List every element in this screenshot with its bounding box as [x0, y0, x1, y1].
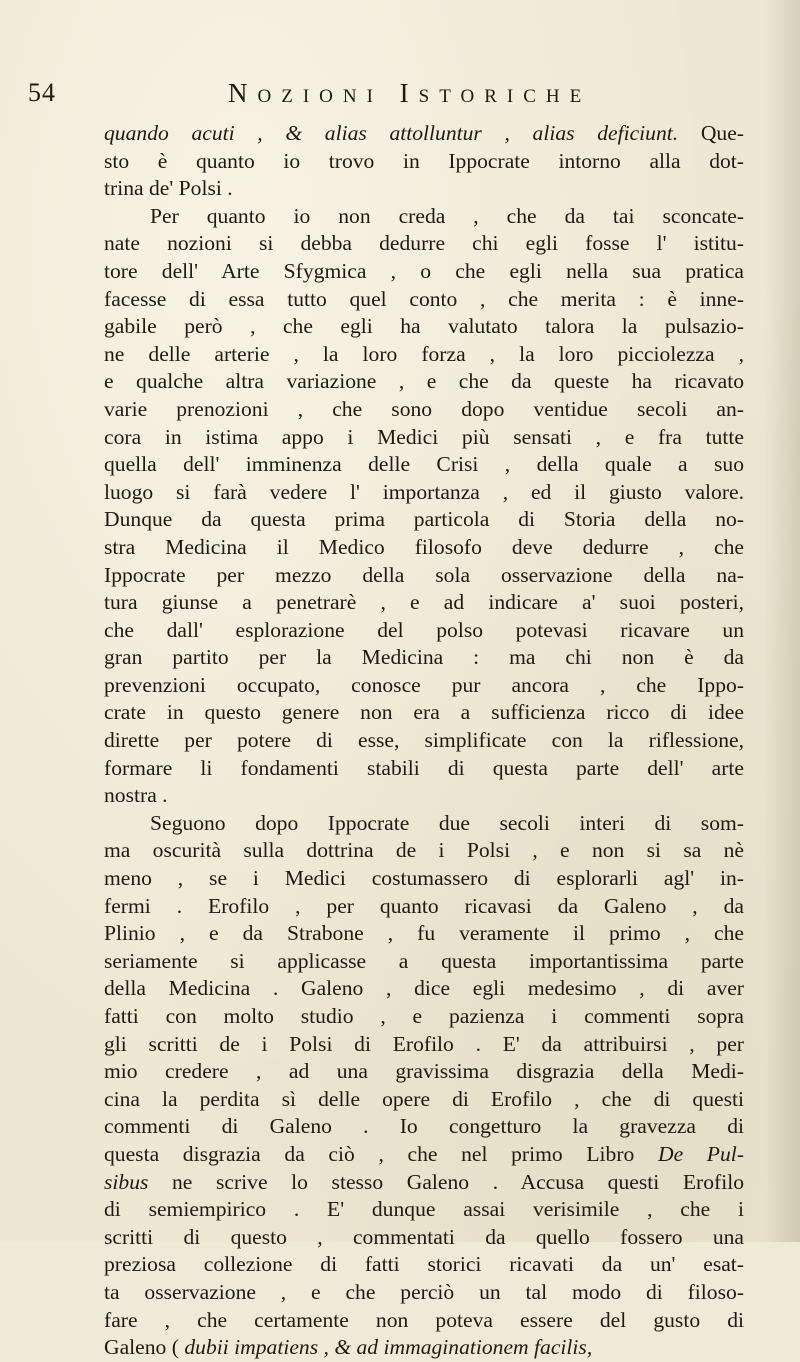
- text-run: trina de' Polsi .: [104, 176, 233, 201]
- text-line: [104, 120, 744, 148]
- text-run: fermi . Erofilo , per quanto ricavasi da Galeno , da: [104, 893, 744, 918]
- italic-text: sibus: [104, 1169, 149, 1194]
- text-run: commenti di Galeno . Io congetturo la gravezza di: [104, 1114, 744, 1139]
- text-line: [104, 1003, 744, 1031]
- text-run: stra Medicina il Medico filosofo deve dedurre , che: [104, 534, 744, 559]
- text-line: [104, 341, 744, 369]
- text-line: [104, 258, 744, 286]
- text-run: meno , se i Medici costumassero di esplorarli agl' in-: [104, 866, 744, 891]
- italic-text: dubii impatiens , & ad immaginationem facilis,: [184, 1335, 593, 1360]
- text-run: ne delle arterie , la loro forza , la loro picciolezza ,: [104, 341, 744, 366]
- text-line: [104, 424, 744, 452]
- text-line: [104, 727, 744, 755]
- text-line: [104, 893, 744, 921]
- text-run: ma oscurità sulla dottrina de i Polsi , e non si sa nè: [104, 838, 744, 863]
- text-line: [104, 1141, 744, 1169]
- text-run: Per quanto io non creda , che da tai sconcate-: [150, 203, 744, 228]
- running-title: Nozioni Istoriche: [228, 78, 592, 108]
- text-line: [104, 810, 744, 838]
- text-run: crate in questo genere non era a sufficienza ricco di idee: [104, 700, 744, 725]
- text-run: varie prenozioni , che sono dopo ventidue secoli an-: [104, 396, 744, 421]
- text-line: [104, 617, 744, 645]
- text-line: [104, 948, 744, 976]
- text-run: della Medicina . Galeno , dice egli medesimo , di aver: [104, 976, 744, 1001]
- text-line: [104, 1224, 744, 1252]
- text-line: [104, 203, 744, 231]
- italic-text: quando acuti , & alias attolluntur , alias deficiunt.: [104, 121, 679, 145]
- text-line: [104, 451, 744, 479]
- text-run: di semiempirico . E' dunque assai verisimile , che i: [104, 1197, 744, 1222]
- text-run: tore dell' Arte Sfygmica , o che egli nella sua pratica: [104, 258, 744, 283]
- text-run: Ippocrate per mezzo della sola osservazione della na-: [104, 562, 744, 587]
- text-run: gli scritti de i Polsi di Erofilo . E' da attribuirsi , per: [104, 1031, 744, 1056]
- text-line: [104, 1058, 744, 1086]
- text-run: luogo si farà vedere l' importanza , ed il giusto valore.: [104, 479, 744, 504]
- text-run: scritti di questo , commentati da quello fossero una: [104, 1224, 744, 1249]
- text-run: Plinio , e da Strabone , fu veramente il primo , che: [104, 921, 744, 946]
- text-line: [104, 148, 744, 176]
- text-run: seriamente si applicasse a questa importantissima parte: [104, 948, 744, 973]
- text-line: [104, 1307, 744, 1335]
- text-run: quella dell' imminenza delle Crisi , della quale a suo: [104, 452, 744, 477]
- text-line: [104, 313, 744, 341]
- page-header: [28, 78, 788, 118]
- body-text: [104, 120, 744, 1362]
- page-edge-shadow: [764, 0, 800, 1242]
- text-run: che dall' esplorazione del polso potevasi ricavare un: [104, 617, 744, 642]
- text-run: e qualche altra variazione , e che da queste ha ricavato: [104, 369, 744, 394]
- text-run: nate nozioni si debba dedurre chi egli fosse l' istitu-: [104, 231, 744, 256]
- text-run: ne scrive lo stesso Galeno . Accusa questi Erofilo: [148, 1169, 744, 1194]
- text-line: [104, 782, 744, 810]
- text-line: [104, 920, 744, 948]
- text-run: mio credere , ad una gravissima disgrazia della Medi-: [104, 1059, 744, 1084]
- text-run: Dunque da questa prima particola di Storia della no-: [104, 507, 744, 532]
- text-line: [104, 175, 744, 203]
- text-run: ta osservazione , e che perciò un tal modo di filoso-: [104, 1279, 744, 1304]
- text-line: [104, 644, 744, 672]
- text-line: [104, 1113, 744, 1141]
- text-line: [104, 1031, 744, 1059]
- text-run: gabile però , che egli ha valutato talora la pulsazio-: [104, 314, 744, 339]
- text-line: [104, 699, 744, 727]
- text-line: [104, 1196, 744, 1224]
- page-number: 54: [28, 78, 56, 107]
- text-run: dirette per potere di esse, simplificate con la riflessione,: [104, 728, 744, 753]
- text-line: [104, 1086, 744, 1114]
- text-line: [104, 286, 744, 314]
- text-line: [104, 534, 744, 562]
- text-run: facesse di essa tutto quel conto , che merita : è inne-: [104, 286, 744, 311]
- text-line: [104, 865, 744, 893]
- text-run: sto è quanto io trovo in Ippocrate intorno alla dot-: [104, 148, 744, 173]
- italic-text: De Pul-: [657, 1141, 744, 1166]
- text-line: [104, 975, 744, 1003]
- text-run: nostra .: [104, 783, 168, 808]
- text-run: cora in istima appo i Medici più sensati , e fra tutte: [104, 424, 744, 449]
- text-run: Que-: [678, 121, 744, 145]
- text-run: cina la perdita sì delle opere di Erofilo , che di questi: [104, 1086, 744, 1111]
- text-line: [104, 1334, 744, 1362]
- text-run: Galeno (: [104, 1335, 185, 1360]
- text-line: [104, 368, 744, 396]
- text-line: [104, 837, 744, 865]
- text-run: fatti con molto studio , e pazienza i commenti sopra: [104, 1004, 744, 1028]
- text-run: prevenzioni occupato, conosce pur ancora , che Ippo-: [104, 672, 744, 697]
- text-line: [104, 589, 744, 617]
- text-line: [104, 562, 744, 590]
- text-run: gran partito per la Medicina : ma chi non è da: [104, 645, 744, 670]
- text-run: preziosa collezione di fatti storici ricavati da un' esat-: [104, 1252, 744, 1277]
- text-line: [104, 230, 744, 258]
- text-line: [104, 672, 744, 700]
- text-run: tura giunse a penetrarè , e ad indicare a' suoi posteri,: [104, 590, 744, 615]
- text-line: [104, 755, 744, 783]
- text-run: Seguono dopo Ippocrate due secoli interi di som-: [150, 810, 744, 835]
- text-run: questa disgrazia da ciò , che nel primo Libro: [104, 1141, 658, 1166]
- text-line: [104, 479, 744, 507]
- text-line: [104, 396, 744, 424]
- text-line: [104, 506, 744, 534]
- text-line: [104, 1279, 744, 1307]
- text-run: fare , che certamente non poteva essere del gusto di: [104, 1307, 744, 1332]
- text-line: [104, 1251, 744, 1279]
- text-line: [104, 1169, 744, 1197]
- text-run: formare li fondamenti stabili di questa parte dell' arte: [104, 755, 744, 780]
